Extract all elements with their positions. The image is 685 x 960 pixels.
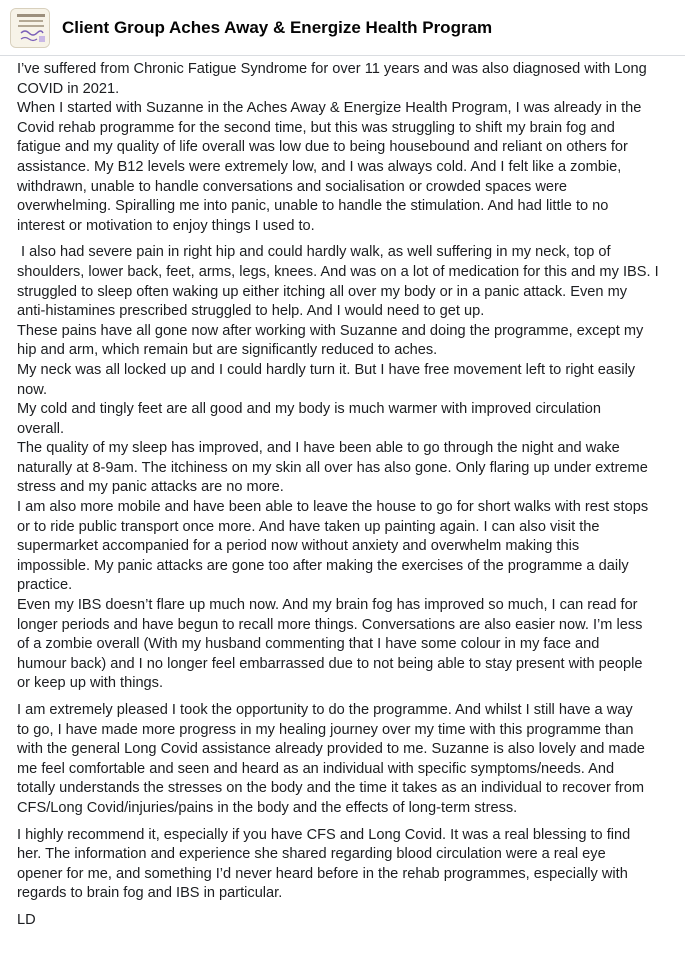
text-line: or to ride public transport once more. And have taken up painting again. I can also visit the bbox=[17, 518, 600, 535]
text-line: humour back) and I no longer feel embarrassed due to not being able to stay present with people bbox=[17, 655, 643, 672]
text-line: now. bbox=[17, 381, 48, 398]
text-line: I’ve suffered from Chronic Fatigue Syndrome for over 11 years and was also diagnosed with Long bbox=[17, 61, 647, 77]
text-line: to go, I have made more progress in my healing journey over my time with this programme than bbox=[17, 721, 634, 738]
avatar-image bbox=[11, 9, 50, 48]
text-line: her. The information and experience she shared regarding blood circulation were a real eye bbox=[17, 846, 606, 863]
text-line: withdrawn, unable to handle conversations and socialisation or crowded spaces were bbox=[17, 178, 568, 195]
paragraph-intro bbox=[17, 60, 675, 236]
text-line: These pains have all gone now after working with Suzanne and doing the programme, except my bbox=[17, 322, 644, 339]
signature: LD bbox=[17, 911, 36, 928]
text-line: My cold and tingly feet are all good and my body is much warmer with improved circulation bbox=[17, 401, 602, 418]
paragraph-progress bbox=[17, 701, 675, 819]
group-avatar-icon[interactable] bbox=[10, 8, 50, 48]
text-line: of a zombie overall (With my husband commenting that I have some colour in my face and bbox=[17, 636, 600, 653]
text-line: opener for me, and something I’d never heard before in the rehab programmes, especially with bbox=[17, 865, 628, 882]
text-line: or keep up with things. bbox=[17, 675, 164, 692]
text-line: I also had severe pain in right hip and could hardly walk, as well suffering in my neck, top of bbox=[17, 244, 611, 261]
text-line: fatigue and my quality of life overall was low due to being housebound and reliant on others for bbox=[17, 139, 628, 156]
text-line: assistance. My B12 levels were extremely low, and I was always cold. And I felt like a zombie, bbox=[17, 158, 622, 175]
text-line: supermarket accompanied for a period now without anxiety and overwhelm making this bbox=[17, 538, 580, 555]
text-line: struggled to sleep often waking up either itching all over my body or in a panic attack. Even my bbox=[17, 283, 628, 300]
text-line: overwhelming. Spiralling me into panic, unable to handle the stimulation. And had little to no bbox=[17, 198, 609, 215]
text-line: stress and my panic attacks are no more. bbox=[17, 479, 284, 496]
text-line: When I started with Suzanne in the Aches Away & Energize Health Program, I was already in the bbox=[17, 100, 642, 117]
text-line: The quality of my sleep has improved, and I have been able to go through the night and wake bbox=[17, 440, 620, 457]
post-body bbox=[17, 60, 675, 931]
text-line: My neck was all locked up and I could hardly turn it. But I have free movement left to right easily bbox=[17, 361, 636, 378]
text-line: naturally at 8-9am. The itchiness on my skin all over has also gone. Only flaring up under extreme bbox=[17, 459, 648, 476]
text-line: Even my IBS doesn’t flare up much now. And my brain fog has improved so much, I can read for bbox=[17, 597, 638, 614]
paragraph-symptoms bbox=[17, 243, 675, 694]
text-line: me feel comfortable and seen and heard as an individual with specific symptoms/needs. And bbox=[17, 760, 615, 777]
text-line: I highly recommend it, especially if you have CFS and Long Covid. It was a real blessing to find bbox=[17, 826, 631, 843]
text-line: shoulders, lower back, feet, arms, legs, knees. And was on a lot of medication for this and my IBS. I bbox=[17, 263, 659, 280]
text-line: with the general Long Covid assistance already provided to me. Suzanne is also lovely and made bbox=[17, 741, 645, 758]
text-line: CFS/Long Covid/injuries/pains in the body and the effects of long-term stress. bbox=[17, 799, 518, 816]
text-line: hip and arm, which remain but are significantly reduced to aches. bbox=[17, 342, 438, 359]
text-line: anti-histamines prescribed struggled to help. And I would need to get up. bbox=[17, 303, 485, 320]
text-line: I am extremely pleased I took the opportunity to do the programme. And whilst I still have a way bbox=[17, 702, 633, 718]
text-line: I am also more mobile and have been able to leave the house to go for short walks with rest stops bbox=[17, 499, 649, 516]
text-line: practice. bbox=[17, 577, 73, 594]
paragraph-recommendation bbox=[17, 826, 675, 904]
group-title[interactable]: Client Group Aches Away & Energize Health Program bbox=[62, 17, 493, 37]
text-line: impossible. My panic attacks are gone too after making the exercises of the programme a daily bbox=[17, 557, 629, 574]
text-line: overall. bbox=[17, 420, 65, 437]
text-line: totally understands the stresses on the body and the time it takes as an individual to recover from bbox=[17, 780, 645, 797]
group-header bbox=[0, 0, 685, 56]
text-line: Covid rehab programme for the second time, but this was struggling to shift my brain fog and bbox=[17, 119, 615, 136]
text-line: interest or motivation to enjoy things I used to. bbox=[17, 217, 315, 234]
text-line: COVID in 2021. bbox=[17, 80, 120, 97]
text-line: longer periods and have begun to recall more things. Conversations are also easier now. I’m less bbox=[17, 616, 643, 633]
text-line: regards to brain fog and IBS in particular. bbox=[17, 885, 283, 902]
